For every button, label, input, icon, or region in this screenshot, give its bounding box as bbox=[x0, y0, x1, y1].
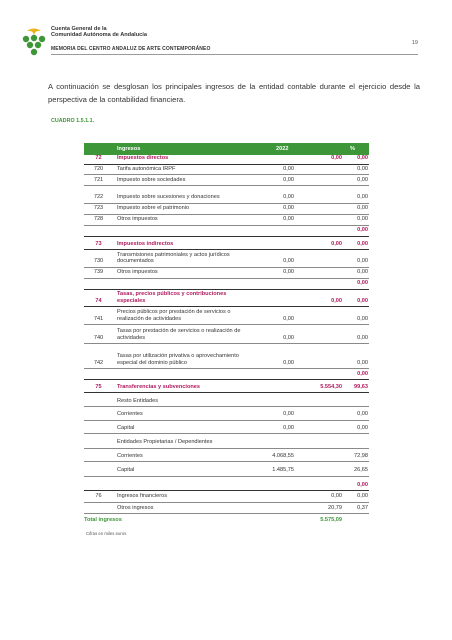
table-row bbox=[84, 237, 369, 251]
cell-v1: 0,00 bbox=[283, 315, 294, 322]
cell-desc: Impuesto sobre sociedades bbox=[117, 176, 186, 183]
cell-pct: 0,00 bbox=[357, 216, 368, 223]
table-row bbox=[84, 215, 369, 226]
cell-code: 722 bbox=[93, 194, 104, 201]
cell-v2: 0,00 bbox=[331, 240, 342, 247]
table-row bbox=[84, 290, 369, 308]
header-pct: % bbox=[350, 146, 355, 152]
table-header bbox=[84, 143, 369, 155]
table-row bbox=[84, 380, 369, 393]
table-row bbox=[84, 434, 369, 449]
cell-code: 742 bbox=[93, 359, 104, 366]
cell-desc: Corrientes bbox=[117, 452, 143, 459]
footnote: Cifras en miles euros bbox=[86, 531, 127, 536]
table-row bbox=[84, 186, 369, 204]
cell-desc: Otros impuestos bbox=[117, 216, 158, 223]
table-row bbox=[84, 325, 369, 344]
cell-desc: Impuestos directos bbox=[117, 155, 169, 162]
cell-code: 74 bbox=[95, 297, 102, 304]
table-row bbox=[84, 279, 369, 290]
table-row bbox=[84, 307, 369, 325]
cell-pct: 0,37 bbox=[357, 504, 368, 511]
cell-desc: Impuesto sobre sucesiones y donaciones bbox=[117, 194, 220, 201]
cell-desc: Tasas, precios públicos y contribuciones especiales bbox=[117, 291, 227, 304]
cell-code: 75 bbox=[95, 383, 102, 390]
cell-v1: 0,00 bbox=[283, 216, 294, 223]
table-row bbox=[84, 477, 369, 492]
cell-v1: 0,00 bbox=[283, 258, 294, 265]
cell-pct: 0,00 bbox=[357, 297, 368, 304]
cell-v1: 0,00 bbox=[283, 359, 294, 366]
cell-v1: 4.068,55 bbox=[272, 452, 294, 459]
cell-code: 723 bbox=[93, 205, 104, 212]
cell-code: 728 bbox=[93, 216, 104, 223]
table-row bbox=[84, 204, 369, 215]
table-row bbox=[84, 165, 369, 176]
cell-v2: 5.575,09 bbox=[320, 516, 342, 523]
table-row bbox=[84, 175, 369, 186]
cell-pct: 0,00 bbox=[357, 227, 368, 234]
cell-pct: 0,00 bbox=[357, 155, 368, 162]
table-row bbox=[84, 407, 369, 421]
cell-v2: 0,00 bbox=[331, 493, 342, 500]
cell-v2: 20,79 bbox=[328, 504, 342, 511]
cell-v2: 5.554,30 bbox=[320, 383, 342, 390]
header-organization bbox=[51, 26, 147, 39]
cell-v2: 0,00 bbox=[331, 297, 342, 304]
cell-v2: 0,00 bbox=[331, 155, 342, 162]
table-row bbox=[84, 369, 369, 380]
cell-code: 72 bbox=[95, 155, 102, 162]
cell-pct: 0,00 bbox=[357, 370, 368, 377]
cell-v1: 0,00 bbox=[283, 194, 294, 201]
cell-pct: 26,65 bbox=[354, 467, 368, 474]
header-org-line1: Cuenta General de la bbox=[51, 26, 107, 32]
cell-desc: Impuestos indirectos bbox=[117, 240, 174, 247]
cell-desc: Impuesto sobre el patrimonio bbox=[117, 205, 190, 212]
cell-desc: Total ingresos bbox=[84, 516, 122, 523]
cell-desc: Entidades Propietarias / Dependientes bbox=[117, 439, 213, 446]
cell-pct: 72,98 bbox=[354, 452, 368, 459]
cell-desc: Transmisiones patrimoniales y actos jurídicos documentados bbox=[117, 251, 230, 265]
cell-pct: 0,00 bbox=[357, 411, 368, 418]
cell-desc: Resto Entidades bbox=[117, 397, 159, 404]
table-row bbox=[84, 250, 369, 268]
table-row bbox=[84, 155, 369, 165]
cell-v1: 0,00 bbox=[283, 334, 294, 341]
header-concept: Ingresos bbox=[117, 146, 141, 152]
cell-pct: 0,00 bbox=[357, 194, 368, 201]
cell-desc: Otros ingresos bbox=[117, 504, 154, 511]
cell-pct: 0,00 bbox=[357, 240, 368, 247]
cell-v1: 0,00 bbox=[283, 165, 294, 172]
cell-desc: Corrientes bbox=[117, 411, 143, 418]
table-label: CUADRO 1.5.1.1. bbox=[51, 118, 95, 124]
cell-pct: 0,00 bbox=[357, 280, 368, 287]
header-org-line2: Comunidad Autónoma de Andalucía bbox=[51, 32, 147, 39]
cell-pct: 0,00 bbox=[357, 424, 368, 431]
page-number: 19 bbox=[411, 40, 418, 46]
intro-paragraph: A continuación se desglosan los principales ingresos de la entidad contable durante el ejercicio desde la perspectiva de la contabilidad financiera. bbox=[48, 82, 420, 104]
cell-desc: Capital bbox=[117, 424, 135, 431]
cell-v1: 0,00 bbox=[283, 269, 294, 276]
cell-pct: 99,63 bbox=[354, 383, 368, 390]
cell-v1: 0,00 bbox=[283, 424, 294, 431]
cell-code: 730 bbox=[93, 258, 104, 265]
cell-pct: 0,00 bbox=[357, 165, 368, 172]
cell-desc: Ingresos financieros bbox=[117, 493, 168, 500]
header-year: 2022 bbox=[276, 146, 289, 152]
cell-desc: Precios públicos por prestación de servicios o realización de actividades bbox=[117, 309, 231, 322]
cell-pct: 0,00 bbox=[357, 315, 368, 322]
cell-desc: Tarifa autonómica IRPF bbox=[117, 165, 176, 172]
cell-desc: Tasas por prestación de servicios o realización de actividades bbox=[117, 328, 241, 341]
cell-pct: 0,00 bbox=[357, 258, 368, 265]
cell-code: 720 bbox=[93, 165, 104, 172]
cell-code: 741 bbox=[93, 315, 104, 322]
table-row bbox=[84, 393, 369, 407]
table-row bbox=[84, 503, 369, 515]
table-row bbox=[84, 491, 369, 503]
table-row bbox=[84, 226, 369, 237]
table-body bbox=[84, 155, 369, 525]
table-row bbox=[84, 449, 369, 463]
cell-pct: 0,00 bbox=[357, 176, 368, 183]
cell-code: 76 bbox=[95, 493, 102, 500]
cell-desc: Capital bbox=[117, 467, 135, 474]
cell-pct: 0,00 bbox=[357, 269, 368, 276]
cell-pct: 0,00 bbox=[357, 205, 368, 212]
cell-v1: 0,00 bbox=[283, 205, 294, 212]
cell-pct: 0,00 bbox=[357, 359, 368, 366]
table-row bbox=[84, 344, 369, 369]
header-section-title: MEMORIA DEL CENTRO ANDALUZ DE ARTE CONTEMPORÁNEO bbox=[51, 46, 211, 52]
total-row bbox=[84, 514, 369, 525]
cell-code: 721 bbox=[93, 176, 104, 183]
cell-desc: Tasas por utilización privativa o aprovechamiento especial del dominio público bbox=[117, 353, 239, 366]
income-table bbox=[84, 143, 369, 525]
cell-v1: 0,00 bbox=[283, 411, 294, 418]
cell-pct: 0,00 bbox=[357, 334, 368, 341]
cell-code: 73 bbox=[95, 240, 102, 247]
cell-pct: 0,00 bbox=[357, 481, 368, 488]
table-row bbox=[84, 462, 369, 477]
cell-v1: 0,00 bbox=[283, 176, 294, 183]
table-row bbox=[84, 268, 369, 279]
andalucia-logo-icon bbox=[21, 27, 47, 57]
cell-desc: Transferencias y subvenciones bbox=[117, 383, 201, 390]
cell-code: 740 bbox=[93, 334, 104, 341]
cell-code: 739 bbox=[93, 269, 104, 276]
cell-desc: Otros impuestos bbox=[117, 269, 158, 276]
header-divider bbox=[51, 54, 418, 55]
table-row bbox=[84, 421, 369, 435]
cell-v1: 1.485,75 bbox=[272, 467, 294, 474]
cell-pct: 0,00 bbox=[357, 493, 368, 500]
